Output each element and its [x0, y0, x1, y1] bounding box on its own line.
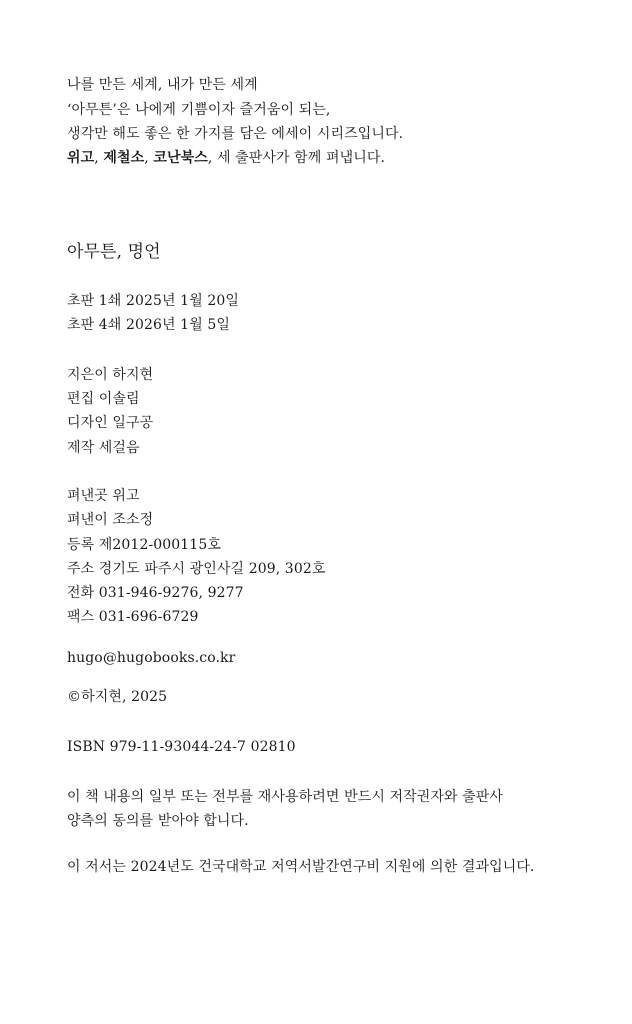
credit-author: 지은이 하지현	[67, 367, 154, 383]
credit-production: 제작 세걸음	[67, 440, 140, 456]
publisher-name: 펴낸곳 위고	[67, 488, 140, 504]
email: hugo@hugobooks.co.kr	[67, 650, 236, 666]
book-title: 아무튼, 명언	[67, 242, 161, 262]
notice-line-1: 이 책 내용의 일부 또는 전부를 재사용하려면 반드시 저작권자와 출판사	[67, 789, 504, 805]
copyright: ©하지현, 2025	[67, 689, 168, 705]
series-intro-line-2: ‘아무튼’은 나에게 기쁨이자 즐거움이 되는,	[67, 102, 331, 118]
series-intro-line-3: 생각만 해도 좋은 한 가지를 담은 에세이 시리즈입니다.	[67, 126, 404, 142]
credit-designer: 디자인 일구공	[67, 415, 154, 431]
phone: 전화 031-946-9276, 9277	[67, 585, 244, 601]
isbn: ISBN 979-11-93044-24-7 02810	[67, 739, 296, 755]
separator: ,	[94, 150, 104, 166]
edition-first: 초판 1쇄 2025년 1월 20일	[67, 293, 240, 309]
series-intro-line-4	[67, 149, 385, 167]
publisher-name-conan-books: 코난북스	[153, 150, 208, 166]
address: 주소 경기도 파주시 광인사길 209, 302호	[67, 561, 326, 577]
registration-number: 등록 제2012-000115호	[67, 537, 221, 553]
credit-editor: 편집 이솔림	[67, 391, 140, 407]
notice-line-2: 양측의 동의를 받아야 합니다.	[67, 813, 249, 829]
series-intro-line-4-rest: , 세 출판사가 함께 펴냅니다.	[207, 150, 386, 166]
funding-note: 이 저서는 2024년도 건국대학교 저역서발간연구비 지원에 의한 결과입니다.	[67, 859, 535, 875]
publisher-name-jecheolso: 제철소	[103, 150, 145, 166]
series-intro-line-1: 나를 만든 세계, 내가 만든 세계	[67, 77, 258, 93]
publisher-person: 펴낸이 조소정	[67, 512, 154, 528]
separator: ,	[144, 150, 154, 166]
publisher-name-hugo: 위고	[67, 150, 95, 166]
fax: 팩스 031-696-6729	[67, 609, 199, 625]
edition-fourth: 초판 4쇄 2026년 1월 5일	[67, 317, 230, 333]
